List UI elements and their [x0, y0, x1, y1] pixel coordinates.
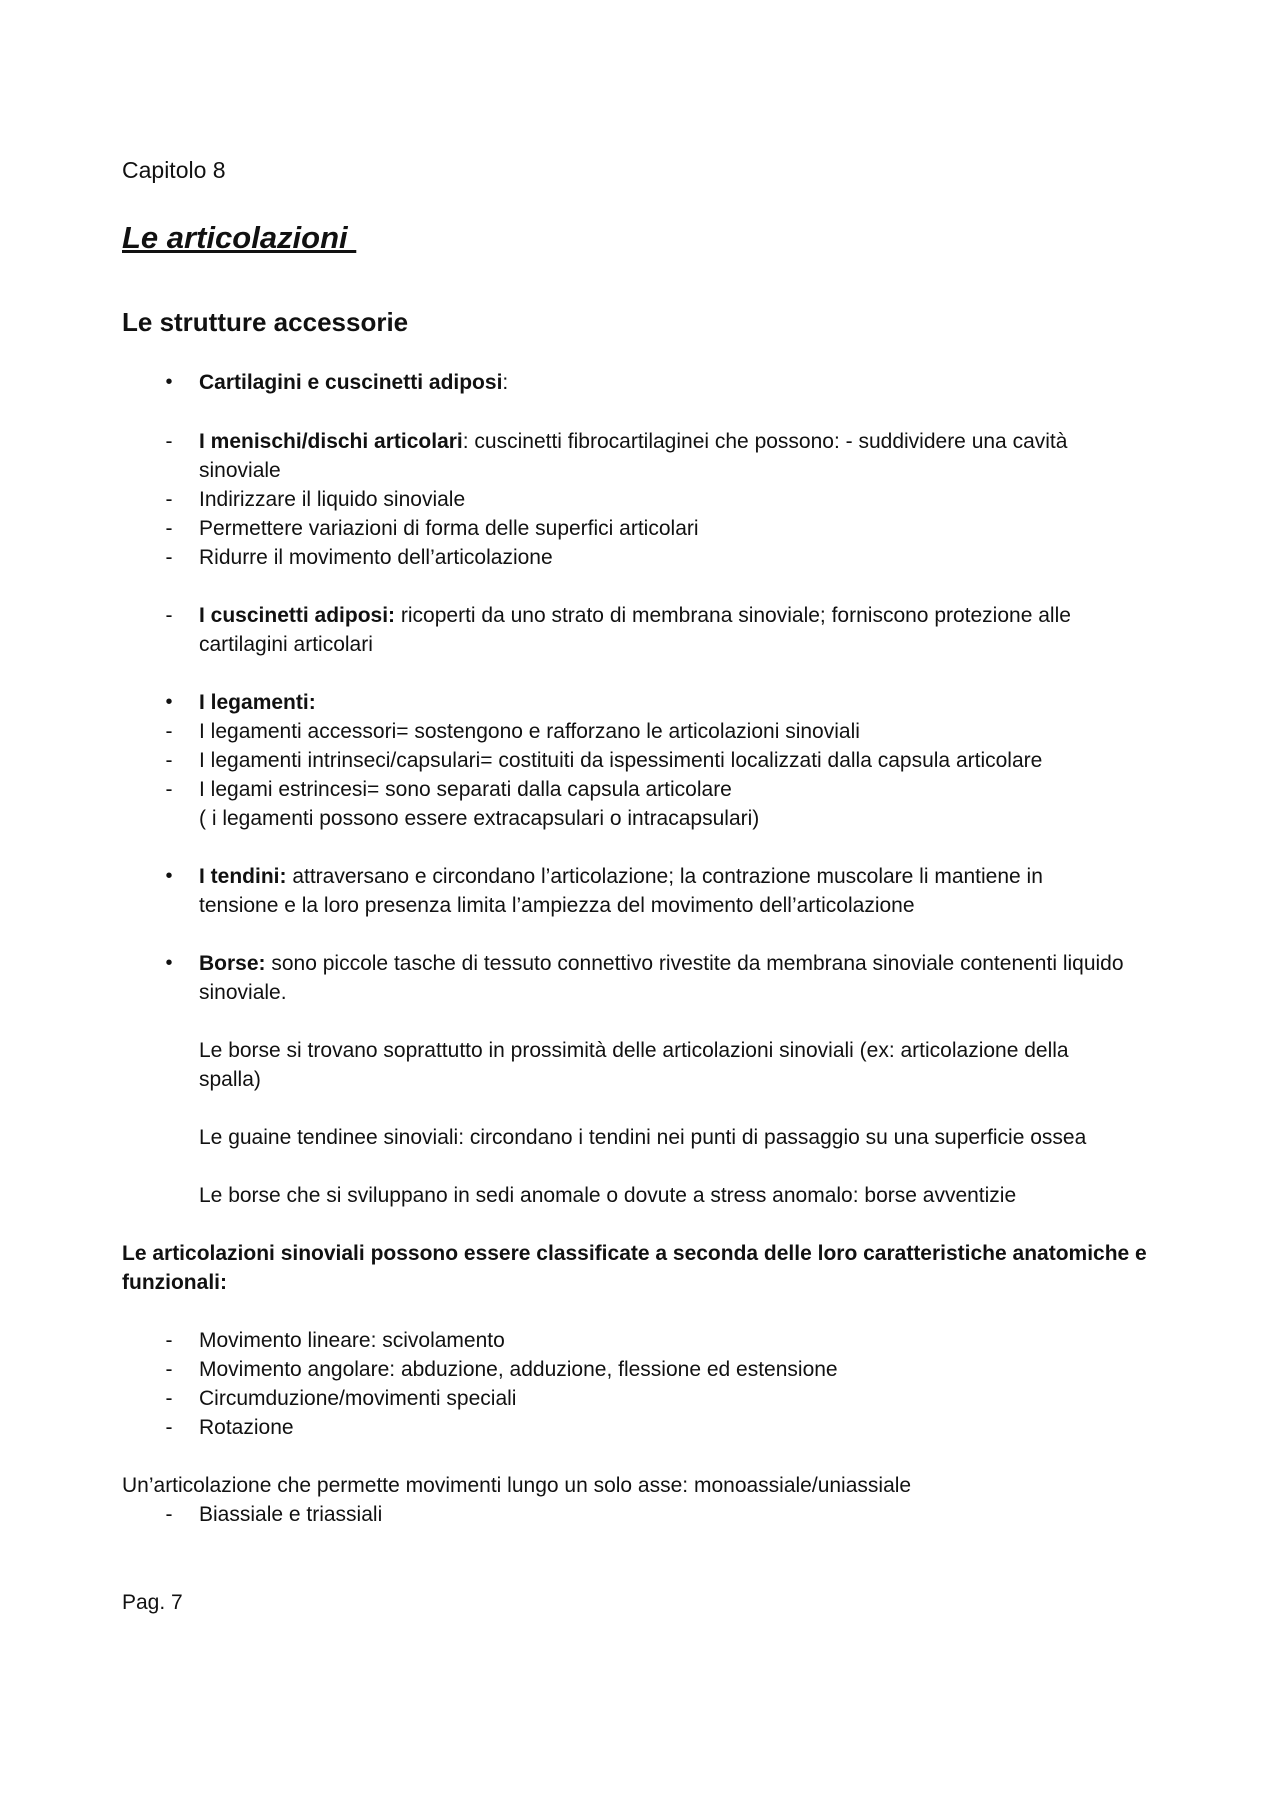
list-item: Movimento lineare: scivolamento: [199, 1329, 505, 1352]
list-item: Movimento angolare: abduzione, adduzione, flessione ed estensione: [199, 1358, 838, 1381]
text-line: Le borse si trovano soprattutto in prossimità delle articolazioni sinoviali (ex: articolazione della: [199, 1039, 1069, 1062]
dash-marker: -: [165, 1503, 173, 1526]
text-line: sinoviale.: [199, 981, 287, 1004]
list-item-cuscinetti: [199, 601, 1179, 630]
dash-marker: -: [165, 1329, 173, 1352]
dash-marker: -: [165, 720, 173, 743]
term-suffix: :: [502, 371, 509, 394]
text-line: tensione e la loro presenza limita l’ampiezza del movimento dell’articolazione: [199, 894, 915, 917]
term-text: : cuscinetti fibrocartilaginei che possono: - suddividere una cavità: [462, 430, 1068, 453]
bullet-marker: •: [165, 371, 173, 393]
document-title: Le articolazioni: [122, 220, 357, 255]
bold-paragraph-line: funzionali:: [122, 1271, 227, 1294]
term-text: sono piccole tasche di tessuto connettivo rivestite da membrana sinoviale contenenti liquido: [265, 952, 1124, 975]
text-line: Le guaine tendinee sinoviali: circondano i tendini nei punti di passaggio su una superficie ossea: [199, 1126, 1087, 1149]
page-number: Pag. 7: [122, 1591, 183, 1614]
dash-marker: -: [165, 778, 173, 801]
text-line: spalla): [199, 1068, 261, 1091]
text-line: sinoviale: [199, 459, 281, 482]
bullet-marker: •: [165, 865, 173, 887]
dash-marker: -: [165, 1416, 173, 1439]
bold-paragraph-line: Le articolazioni sinoviali possono essere classificate a seconda delle loro caratteristiche anatomiche e: [122, 1242, 1147, 1265]
term-text: attraversano e circondano l’articolazione; la contrazione muscolare li mantiene in: [286, 865, 1043, 888]
bullet-legamenti: I legamenti:: [199, 691, 316, 714]
chapter-label: Capitolo 8: [122, 157, 226, 183]
term-label: Borse:: [199, 952, 266, 975]
list-item: I legamenti accessori= sostengono e rafforzano le articolazioni sinoviali: [199, 720, 860, 743]
paragraph-line: Un’articolazione che permette movimenti lungo un solo asse: monoassiale/uniassiale: [122, 1474, 912, 1497]
bullet-marker: •: [165, 691, 173, 713]
list-item: Circumduzione/movimenti speciali: [199, 1387, 517, 1410]
term-label: I cuscinetti adiposi:: [199, 604, 396, 627]
list-item: Ridurre il movimento dell’articolazione: [199, 546, 553, 569]
dash-marker: -: [165, 749, 173, 772]
note-line: ( i legamenti possono essere extracapsulari o intracapsulari): [199, 807, 760, 830]
text-line: Le borse che si sviluppano in sedi anomale o dovute a stress anomalo: borse avventizie: [199, 1184, 1017, 1207]
dash-marker: -: [165, 1358, 173, 1381]
list-item: Permettere variazioni di forma delle superfici articolari: [199, 517, 699, 540]
list-item-menischi: [199, 427, 1179, 456]
section-heading: Le strutture accessorie: [122, 307, 409, 337]
dash-marker: -: [165, 604, 173, 627]
dash-marker: -: [165, 546, 173, 569]
list-item: Biassiale e triassiali: [199, 1503, 383, 1526]
list-item: I legamenti intrinseci/capsulari= costituiti da ispessimenti localizzati dalla capsula articolare: [199, 749, 1043, 772]
bullet-marker: •: [165, 952, 173, 974]
list-item: Rotazione: [199, 1416, 294, 1439]
list-item: Indirizzare il liquido sinoviale: [199, 488, 466, 511]
dash-marker: -: [165, 517, 173, 540]
term-label: Cartilagini e cuscinetti adiposi: [199, 371, 503, 394]
bullet-borse: [199, 949, 1179, 978]
term-text: ricoperti da uno strato di membrana sinoviale; forniscono protezione alle: [395, 604, 1071, 627]
term-label: I menischi/dischi articolari: [199, 430, 463, 453]
dash-marker: -: [165, 1387, 173, 1410]
bullet-cartilagini: [199, 368, 1179, 397]
list-item: I legami estrincesi= sono separati dalla capsula articolare: [199, 778, 732, 801]
dash-marker: -: [165, 488, 173, 511]
term-label: I tendini:: [199, 865, 287, 888]
bullet-tendini: [199, 862, 1179, 891]
dash-marker: -: [165, 430, 173, 453]
text-line: cartilagini articolari: [199, 633, 373, 656]
